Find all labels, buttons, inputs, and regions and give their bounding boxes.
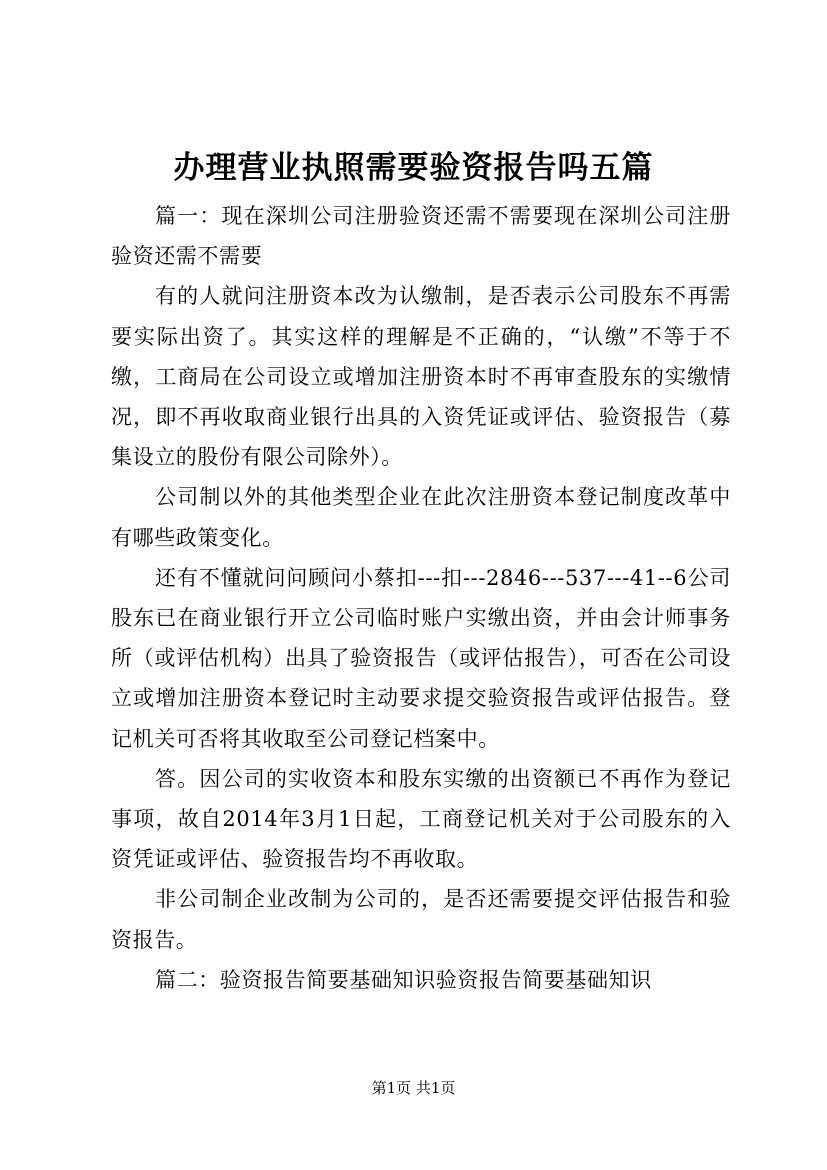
paragraph: 篇二：验资报告简要基础知识验资报告简要基础知识 bbox=[155, 967, 652, 992]
document-body bbox=[111, 196, 731, 1000]
paragraph: 有的人就问注册资本改为认缴制，是否表示公司股东不再需要实际出资了。其实这样的理解是不正确的，“认缴”不等于不缴，工商局在公司设立或增加注册资本时不再审查股东的实缴情况，即不再收取商业银行出具的入资凭证或评估、验资报告（募集设立的股份有限公司除外）。 bbox=[111, 284, 731, 470]
page-footer: 第1页 共1页 bbox=[371, 1079, 456, 1097]
document-title: 办理营业执照需要验资报告吗五篇 bbox=[173, 150, 654, 186]
paragraph: 答。因公司的实收资本和股东实缴的出资额已不再作为登记事项，故自2014年3月1日起，工商登记机关对于公司股东的入资凭证或评估、验资报告均不再收取。 bbox=[111, 766, 731, 872]
paragraph: 非公司制企业改制为公司的，是否还需要提交评估报告和验资报告。 bbox=[111, 887, 731, 952]
paragraph: 篇一：现在深圳公司注册验资还需不需要现在深圳公司注册验资还需不需要 bbox=[111, 204, 731, 269]
paragraph: 还有不懂就问问顾问小蔡扣---扣---2846---537---41--6公司股东已在商业银行开立公司临时账户实缴出资，并由会计师事务所（或评估机构）出具了验资报告（或评估报告），可否在公司设立或增加注册资本登记时主动要求提交验资报告或评估报告。登记机关可否将其收取至公司登记档案中。 bbox=[111, 565, 731, 751]
paragraph: 公司制以外的其他类型企业在此次注册资本登记制度改革中有哪些政策变化。 bbox=[111, 485, 731, 550]
